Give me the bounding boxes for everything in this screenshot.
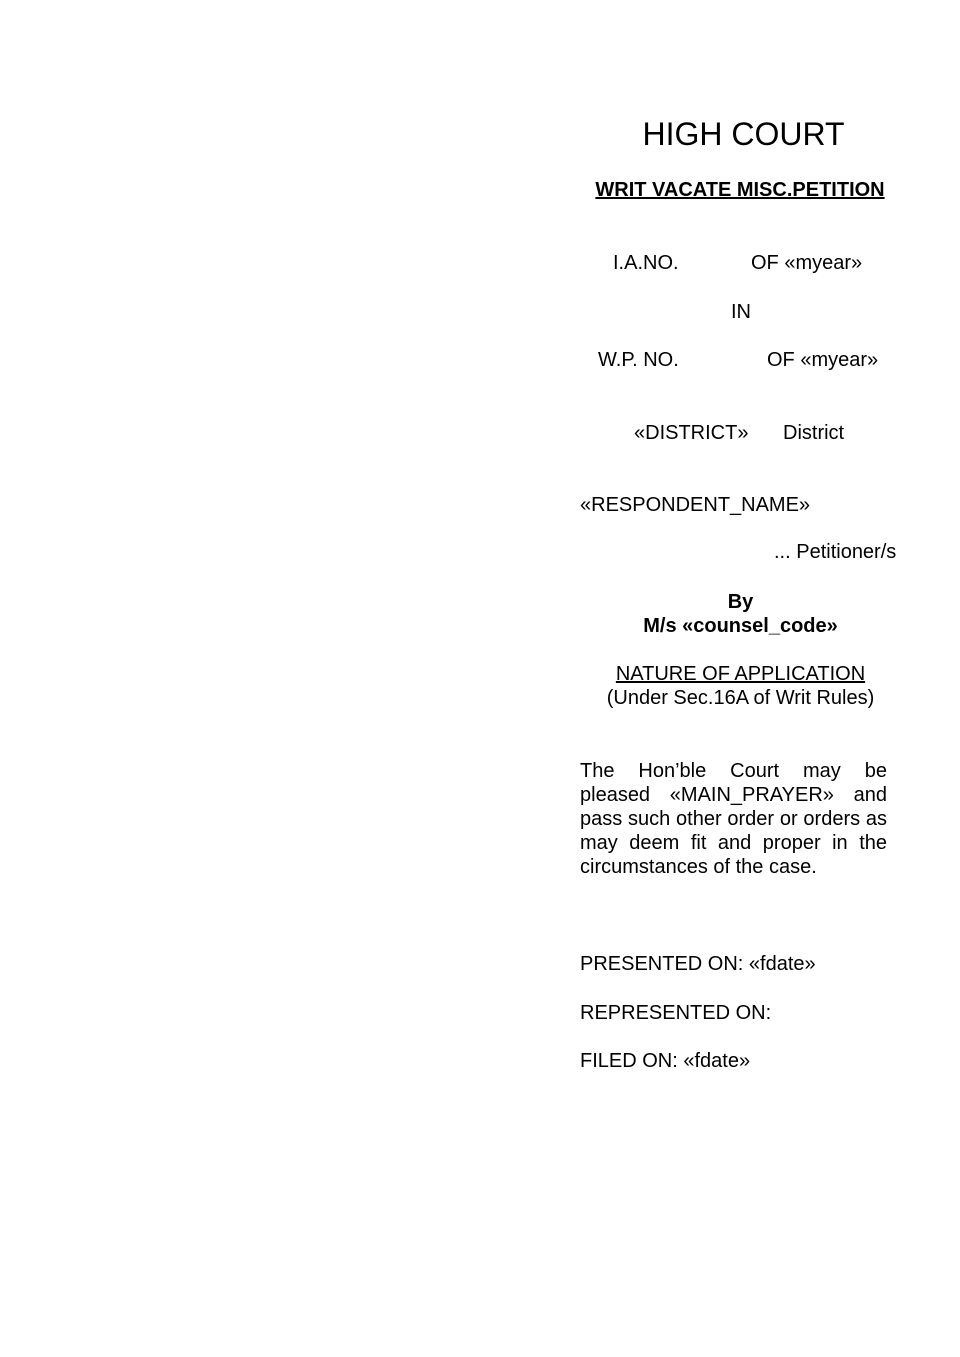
petitioner-label: ... Petitioner/s <box>774 541 897 563</box>
petition-type-heading: WRIT VACATE MISC.PETITION <box>595 179 885 201</box>
in-label: IN <box>731 301 751 323</box>
prayer-paragraph: The Hon’ble Court may be pleased «MAIN_PRAYER» and pass such other order or orders as may deem fit and proper in the circumstances of the case. <box>580 760 887 878</box>
filed-on: FILED ON: «fdate» <box>580 1050 751 1072</box>
nature-of-application <box>580 662 901 710</box>
wp-year: OF «myear» <box>767 349 879 371</box>
by-label: By <box>727 591 754 613</box>
counsel-block <box>580 590 901 638</box>
respondent-name: «RESPONDENT_NAME» <box>580 494 811 516</box>
court-title: HIGH COURT <box>642 116 845 152</box>
counsel-name: M/s «counsel_code» <box>643 615 838 637</box>
district-placeholder: «DISTRICT» <box>634 422 749 444</box>
presented-on: PRESENTED ON: «fdate» <box>580 953 816 975</box>
wp-number-label: W.P. NO. <box>598 349 679 371</box>
ia-number-label: I.A.NO. <box>613 252 679 274</box>
nature-subheading: (Under Sec.16A of Writ Rules) <box>606 687 875 709</box>
district-label: District <box>783 422 845 444</box>
represented-on: REPRESENTED ON: <box>580 1002 772 1024</box>
nature-heading: NATURE OF APPLICATION <box>615 663 866 685</box>
ia-year: OF «myear» <box>751 252 863 274</box>
